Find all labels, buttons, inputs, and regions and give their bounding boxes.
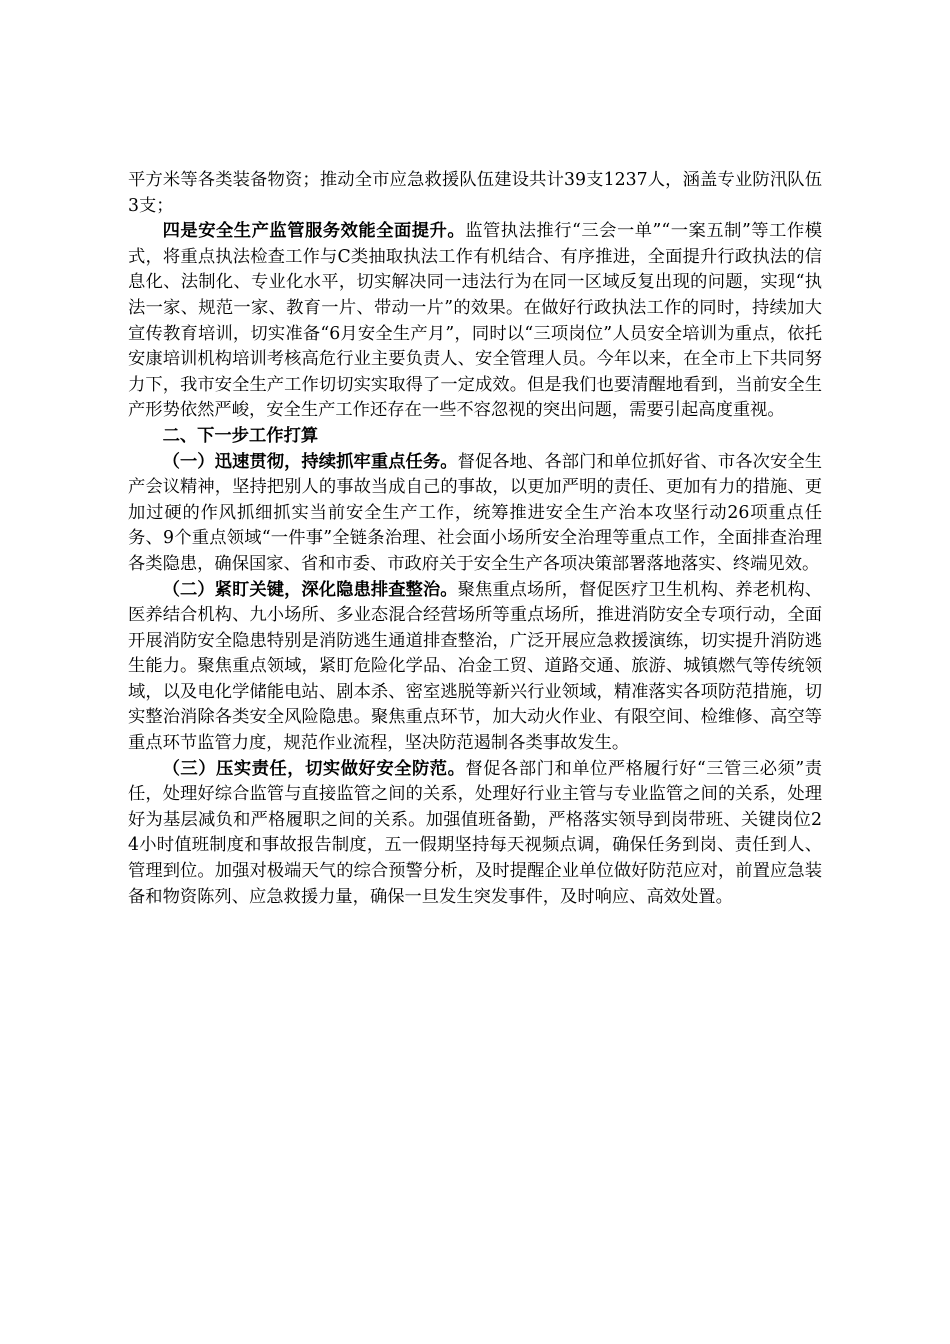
paragraph-task-one [128, 450, 822, 578]
paragraph-lead: 四是安全生产监管服务效能全面提升。 [162, 221, 466, 242]
paragraph-text: 督促各部门和单位严格履行好“三管三必须”责任，处理好综合监管与直接监管之间的关系，处理好行业主管与专业监管之间的关系，处理好为基层减负和严格履职之间的关系。加强值班备勤，严格落实领导到岗带班、关键岗位24小时值班制度和事故报告制度，五一假期坚持每天视频点调，确保任务到岗、责任到人、管理到位。加强对极端天气的综合预警分析，及时提醒企业单位做好防范应对，前置应急装备和物资陈列、应急救援力量，确保一旦发生突发事件，及时响应、高效处置。 [128, 758, 822, 907]
paragraph-text: 督促各地、各部门和单位抓好省、市各次安全生产会议精神，坚持把别人的事故当成自己的事故，以更加严明的责任、更加有力的措施、更加过硬的作风抓细抓实当前安全生产工作，统筹推进安全生产治本攻坚行动26项重点任务、9个重点领域“一件事”全链条治理、社会面小场所安全治理等重点工作，全面排查治理各类隐患，确保国家、省和市委、市政府关于安全生产各项决策部署落地落实、终端见效。 [128, 451, 822, 574]
document-body [128, 168, 822, 910]
paragraph-lead: （一）迅速贯彻，持续抓牢重点任务。 [162, 451, 458, 472]
paragraph-lead: （三）压实责任，切实做好安全防范。 [162, 758, 466, 779]
paragraph-text: 监管执法推行“三会一单”“一案五制”等工作模式，将重点执法检查工作与C类抽取执法工作有机结合、有序推进，全面提升行政执法的信息化、法制化、专业化水平，切实解决同一违法行为在同一区域反复出现的问题，实现“执法一家、规范一家、教育一片、带动一片”的效果。在做好行政执法工作的同时，持续加大宣传教育培训，切实准备“6月安全生产月”，同时以“三项岗位”人员安全培训为重点，依托安康培训机构培训考核高危行业主要负责人、安全管理人员。今年以来，在全市上下共同努力下，我市安全生产工作切切实实取得了一定成效。但是我们也要清醒地看到，当前安全生产形势依然严峻，安全生产工作还存在一些不容忽视的突出问题，需要引起高度重视。 [128, 221, 822, 421]
paragraph-task-two [128, 578, 822, 757]
paragraph-point-four [128, 219, 822, 424]
section-heading [128, 424, 822, 450]
paragraph-lead: （二）紧盯关键，深化隐患排查整治。 [162, 579, 458, 600]
paragraph-text: 平方米等各类装备物资；推动全市应急救援队伍建设共计39支1237人，涵盖专业防汛队伍3支； [128, 170, 822, 216]
paragraph-text: 聚焦重点场所，督促医疗卫生机构、养老机构、医养结合机构、九小场所、多业态混合经营场所等重点场所，推进消防安全专项行动，全面开展消防安全隐患特别是消防逃生通道排查整治，广泛开展应急救援演练，切实提升消防逃生能力。聚焦重点领域，紧盯危险化学品、冶金工贸、道路交通、旅游、城镇燃气等传统领域，以及电化学储能电站、剧本杀、密室逃脱等新兴行业领域，精准落实各项防范措施，切实整治消除各类安全风险隐患。聚焦重点环节，加大动火作业、有限空间、检维修、高空等重点环节监管力度，规范作业流程，坚决防范遏制各类事故发生。 [128, 579, 822, 754]
paragraph-task-three [128, 757, 822, 911]
paragraph-continuation [128, 168, 822, 219]
section-heading-text: 二、下一步工作打算 [162, 425, 319, 446]
